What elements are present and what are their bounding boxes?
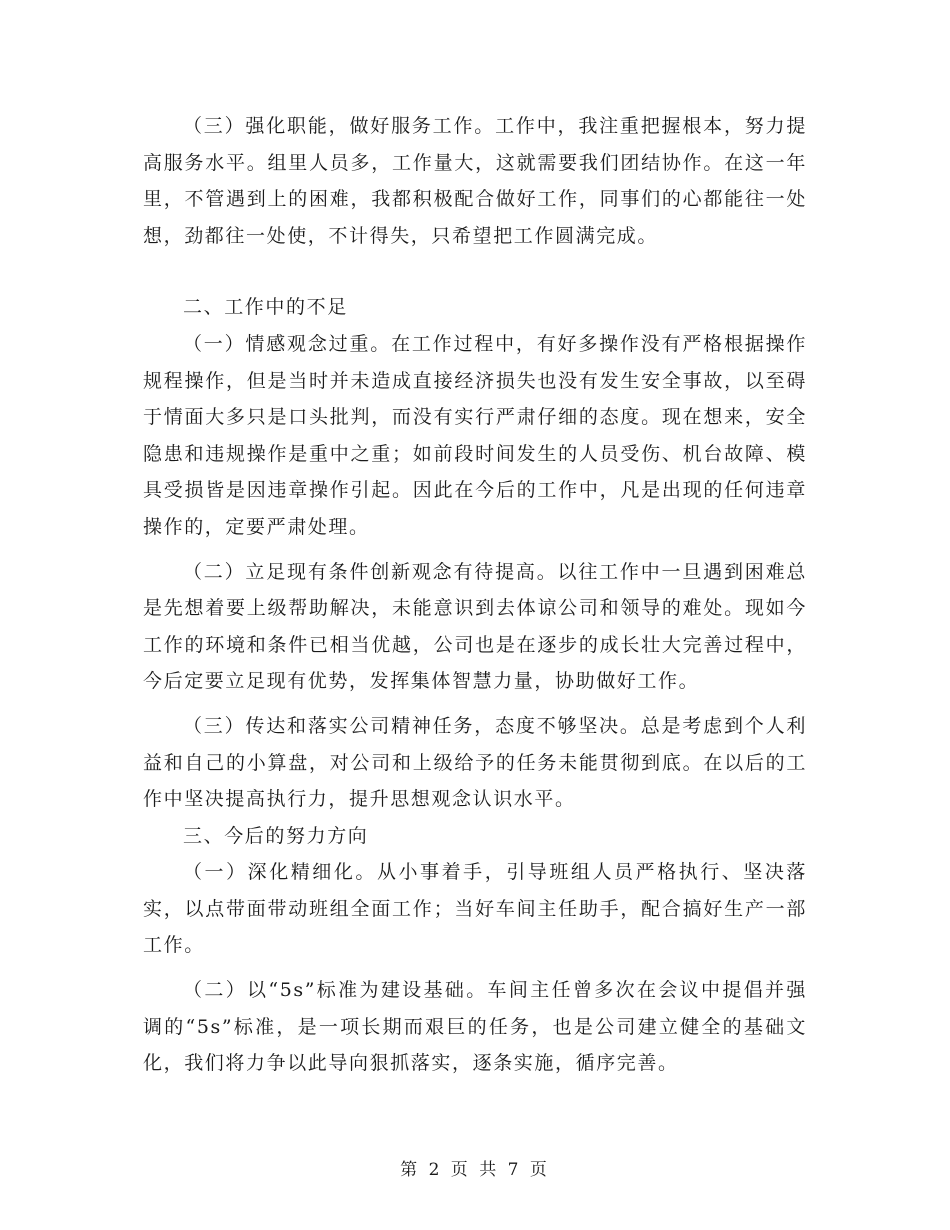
document-body	[143, 108, 807, 1082]
paragraph-emotion-concept: （一）情感观念过重。在工作过程中，有好多操作没有严格根据操作规程操作，但是当时并未造成直接经济损失也没有发生安全事故，以至碍于情面大多只是口头批判，而没有实行严肃仔细的态度。现在想来，安全隐患和违规操作是重中之重；如前段时间发生的人员受伤、机台故障、模具受损皆是因违章操作引起。因此在今后的工作中，凡是出现的任何违章操作的，定要严肃处理。	[143, 332, 807, 538]
paragraph-5s-standard: （二）以“5s”标准为建设基础。车间主任曾多次在会议中提倡并强调的“5s”标准，是一项长期而艰巨的任务，也是公司建立健全的基础文化，我们将力争以此导向狠抓落实，逐条实施，循序完善。	[143, 979, 807, 1075]
paragraph-task-implementation: （三）传达和落实公司精神任务，态度不够坚决。总是考虑到个人利益和自己的小算盘，对公司和上级给予的任务未能贯彻到底。在以后的工作中坚决提高执行力，提升思想观念认识水平。	[143, 714, 807, 811]
page-number: 第 2 页 共 7 页	[400, 1160, 550, 1180]
section-heading-shortcomings: 二、工作中的不足	[183, 296, 348, 319]
section-heading-future-direction: 三、今后的努力方向	[183, 824, 369, 847]
paragraph-refinement: （一）深化精细化。从小事着手，引导班组人员严格执行、坚决落实，以点带面带动班组全面工作；当好车间主任助手，配合搞好生产一部工作。	[143, 861, 807, 957]
paragraph-innovation-concept: （二）立足现有条件创新观念有待提高。以往工作中一旦遇到困难总是先想着要上级帮助解决，未能意识到去体谅公司和领导的难处。现如今工作的环境和条件已相当优越，公司也是在逐步的成长壮大完善过程中，今后定要立足现有优势，发挥集体智慧力量，协助做好工作。	[143, 560, 807, 693]
paragraph-service-work: （三）强化职能，做好服务工作。工作中，我注重把握根本，努力提高服务水平。组里人员多，工作量大，这就需要我们团结协作。在这一年里，不管遇到上的困难，我都积极配合做好工作，同事们的心都能往一处想，劲都往一处使，不计得失，只希望把工作圆满完成。	[143, 115, 807, 247]
